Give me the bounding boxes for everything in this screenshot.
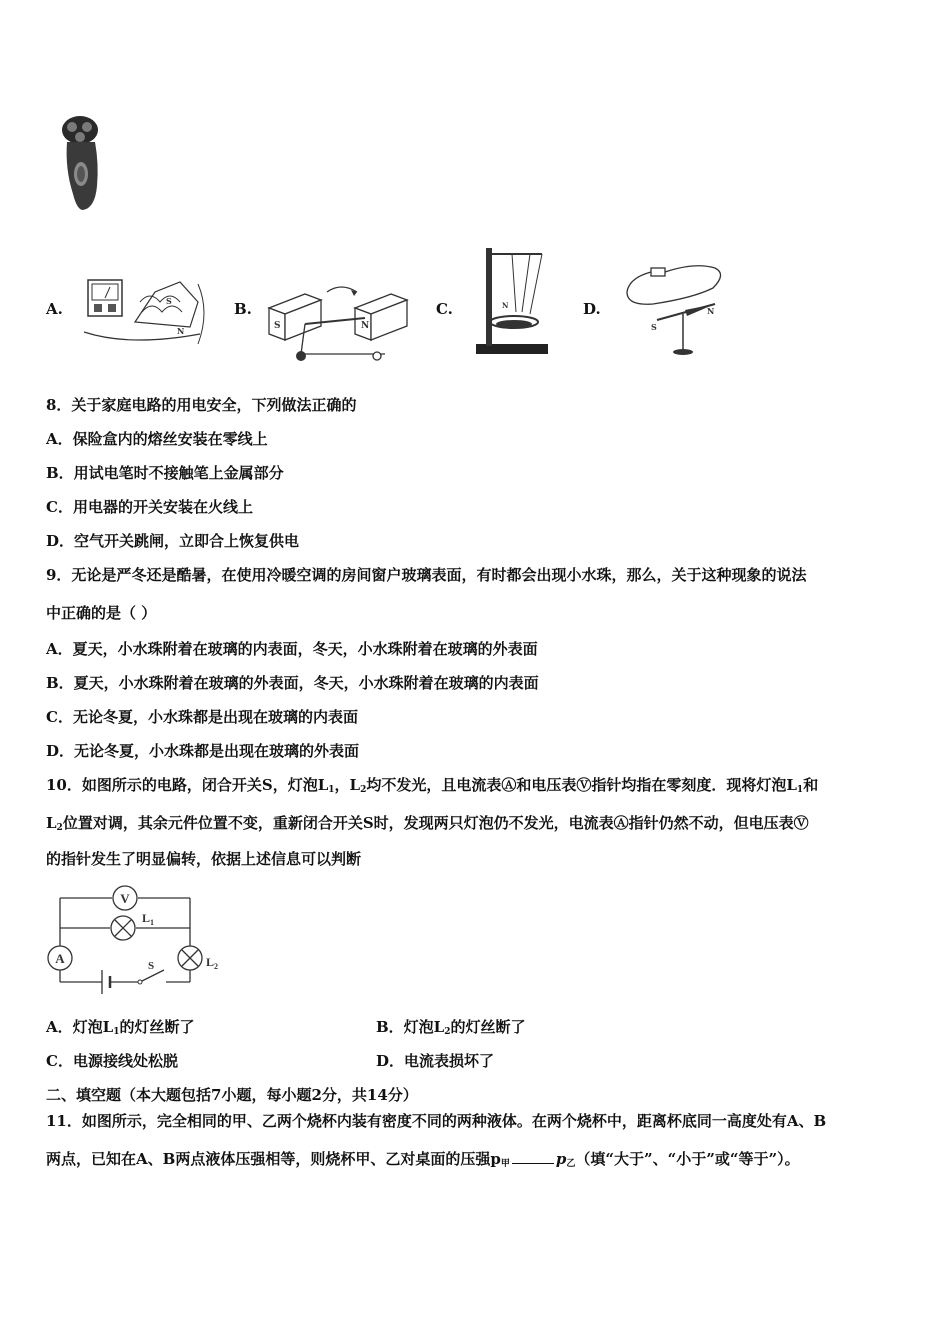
option-b-label: B. — [234, 300, 252, 318]
q8-option-a: A．保险盒内的熔丝安装在零线上 — [46, 430, 268, 448]
q9-stem-line2: 中正确的是（ ） — [46, 604, 157, 622]
section2-heading: 二、填空题（本大题包括7小题，每小题2分，共14分） — [46, 1086, 418, 1104]
q10-option-d: D．电流表损坏了 — [376, 1052, 495, 1070]
lamp2-label: $L_2$ — [206, 955, 219, 971]
q10-stem-line1 — [46, 776, 818, 796]
q11-answer-blank[interactable] — [512, 1163, 554, 1164]
q9-option-b: B．夏天，小水珠附着在玻璃的外表面，冬天，小水珠附着在玻璃的内表面 — [46, 674, 539, 692]
q8-stem: 8．关于家庭电路的用电安全，下列做法正确的 — [46, 396, 357, 414]
q8-option-d: D．空气开关跳闸，立即合上恢复供电 — [46, 532, 300, 550]
option-c-label: C. — [436, 300, 453, 318]
q9-option-c: C．无论冬夏，小水珠都是出现在玻璃的内表面 — [46, 708, 358, 726]
q10-line1-a: 10．如图所示的电路，闭合开关S，灯泡L — [46, 776, 329, 794]
ammeter-symbol: A — [55, 951, 65, 966]
q10-line1-d: 和 — [803, 776, 819, 794]
q8-option-c: C．用电器的开关安装在火线上 — [46, 498, 253, 516]
magnet-n-label: N — [361, 321, 370, 331]
svg-text:N: N — [177, 326, 185, 336]
diagram-a-galvanometer-coil — [80, 272, 210, 354]
voltmeter-symbol: V — [120, 891, 130, 906]
electric-shaver-image — [55, 114, 105, 214]
option-d-label: D. — [583, 300, 601, 318]
option-a-label: A. — [46, 300, 63, 318]
switch-label: S — [148, 960, 155, 972]
q9-stem-line1: 9．无论是严冬还是酷暑，在使用冷暖空调的房间窗户玻璃表面，有时都会出现小水珠，那么，关于这种现象的说法 — [46, 566, 807, 584]
q10-sub2: 2 — [360, 785, 367, 795]
needle-s-label: S — [651, 322, 657, 332]
q10-sub2b: 2 — [56, 823, 63, 833]
needle-n-label: N — [707, 306, 715, 316]
q9-option-d: D．无论冬夏，小水珠都是出现在玻璃的外表面 — [46, 742, 360, 760]
q10-sub1b: 1 — [796, 785, 804, 795]
diagram-c-hanging-coil-stand — [472, 244, 554, 360]
q11-line1: 11．如图所示，完全相同的甲、乙两个烧杯内装有密度不同的两种液体。在两个烧杯中，距离杯底同一高度处有A、B — [46, 1112, 827, 1130]
q10-line1-b: ，L — [334, 776, 361, 794]
q11-line2: 两点，已知在A、B两点液体压强相等，则烧杯甲、乙对桌面的压强$p_甲$ $p_乙$（填“大于”、“小于”或“等于”）。 — [46, 1150, 800, 1169]
q10-line2-b: 位置对调，其余元件位置不变，重新闭合开关S时，发现两只灯泡仍不发光，电流表Ⓐ指针仍然不动，但电压表Ⓥ — [62, 814, 809, 832]
lamp1-label: $L_1$ — [142, 911, 155, 927]
q9-option-a: A．夏天，小水珠附着在玻璃的内表面，冬天，小水珠附着在玻璃的外表面 — [46, 640, 538, 658]
q10-stem-line3: 的指针发生了明显偏转，依据上述信息可以判断 — [46, 850, 362, 868]
q10-circuit-diagram — [40, 878, 240, 1002]
magnet-s-label: S — [274, 321, 281, 331]
q10-stem-line2 — [46, 814, 809, 834]
q10-option-c: C．电源接线处松脱 — [46, 1052, 178, 1070]
diagram-d-compass-needle-wire — [623, 262, 733, 358]
q10-line1-c: 均不发光，且电流表Ⓐ和电压表Ⓥ指针均指在零刻度．现将灯泡L — [366, 776, 797, 794]
q10-sub1: 1 — [328, 785, 335, 795]
q10-option-a: A．灯泡$L_1$的灯丝断了 — [46, 1018, 195, 1037]
svg-text:S: S — [166, 296, 172, 306]
svg-text:N: N — [502, 301, 509, 310]
q10-line2-a: L — [46, 814, 57, 832]
diagram-b-wire-between-magnets — [265, 278, 415, 366]
q8-option-b: B．用试电笔时不接触笔上金属部分 — [46, 464, 284, 482]
q10-option-b: B．灯泡$L_2$的灯丝断了 — [376, 1018, 526, 1037]
